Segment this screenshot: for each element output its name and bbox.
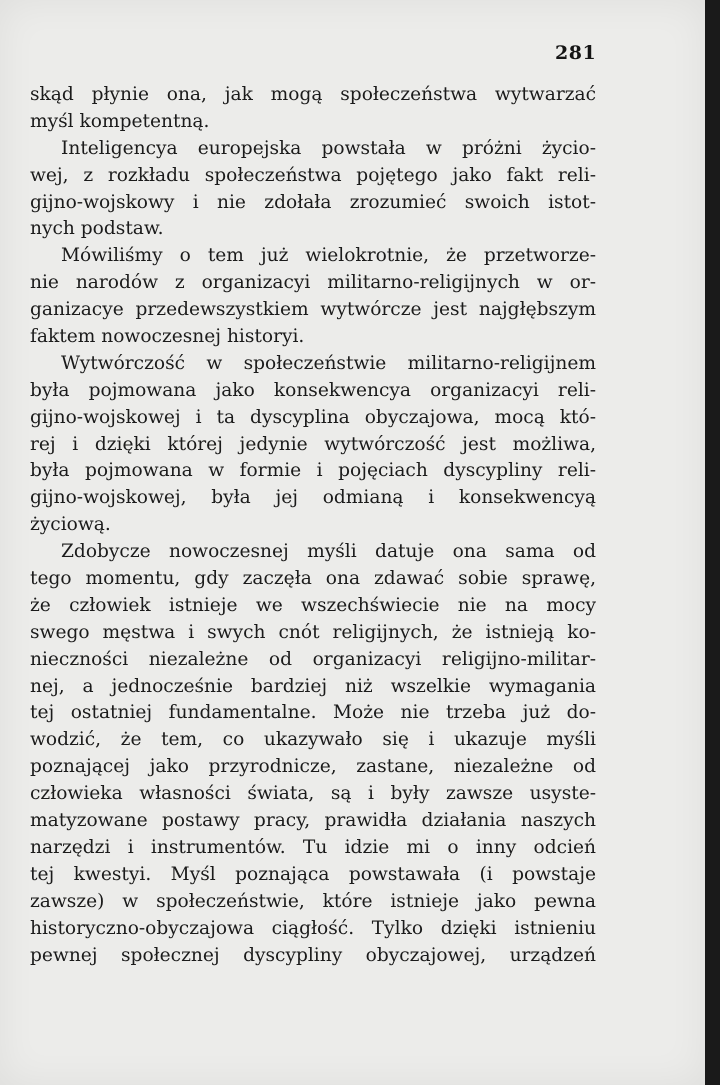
text-line: pewnej społecznej dyscypliny obyczajowej, urządzeń (30, 944, 596, 966)
text-line: tego momentu, gdy zaczęła ona zdawać sobie sprawę, (30, 568, 596, 590)
text-line: matyzowane postawy pracy, prawidła działania naszych (30, 810, 596, 832)
text-line: gijno-wojskowej, była jej odmianą i konsekwencyą (30, 487, 596, 509)
page-edge-shadow (705, 0, 720, 1085)
text-line: wodzić, że tem, co ukazywało się i ukazuje myśli (30, 729, 596, 751)
text-line: swego męstwa i swych cnót religijnych, że istnieją ko- (30, 621, 596, 643)
text-line: gijno-wojskowy i nie zdołała zrozumieć swoich istot- (30, 191, 596, 213)
page-text (30, 82, 596, 969)
text-line: była pojmowana w formie i pojęciach dyscypliny reli- (30, 460, 596, 482)
text-line: Inteligencya europejska powstała w próżni życio- (61, 137, 596, 159)
text-line: Mówiliśmy o tem już wielokrotnie, że przetworze- (61, 245, 596, 267)
text-line: faktem nowoczesnej historyi. (30, 326, 305, 348)
text-line: życiową. (30, 514, 111, 536)
text-line: myśl kompetentną. (30, 110, 210, 132)
text-line: ganizacye przedewszystkiem wytwórcze jest najgłębszym (30, 299, 596, 321)
text-line: skąd płynie ona, jak mogą społeczeństwa wytwarzać (30, 84, 596, 105)
text-line: była pojmowana jako konsekwencya organizacyi reli- (30, 379, 596, 401)
text-line: nie narodów z organizacyi militarno-religijnych w or- (30, 272, 596, 294)
text-line: historyczno-obyczajowa ciągłość. Tylko dzięki istnieniu (30, 917, 596, 939)
text-line: wej, z rozkładu społeczeństwa pojętego jako fakt reli- (30, 164, 596, 186)
text-line: zawsze) w społeczeństwie, które istnieje jako pewna (30, 890, 596, 912)
text-line: że człowiek istnieje we wszechświecie nie na mocy (30, 594, 596, 616)
text-line: nych podstaw. (30, 218, 164, 240)
text-line: tej ostatniej fundamentalne. Może nie trzeba już do- (30, 702, 596, 724)
text-line: poznającej jako przyrodnicze, zastane, niezależne od (30, 756, 596, 778)
text-line: tej kwestyi. Myśl poznająca powstawała (i powstaje (30, 863, 596, 885)
text-line: człowieka własności świata, są i były zawsze usyste- (30, 783, 596, 805)
text-line: nieczności niezależne od organizacyi religijno-militar- (30, 648, 596, 670)
text-line: Wytwórczość w społeczeństwie militarno-religijnem (61, 352, 596, 374)
text-line: narzędzi i instrumentów. Tu idzie mi o inny odcień (30, 836, 596, 858)
text-line: gijno-wojskowej i ta dyscyplina obyczajowa, mocą któ- (30, 406, 596, 428)
page-number: 281 (555, 42, 597, 64)
text-line: rej i dzięki której jedynie wytwórczość jest możliwa, (30, 433, 596, 455)
text-line: Zdobycze nowoczesnej myśli datuje ona sama od (61, 541, 596, 563)
text-line: nej, a jednocześnie bardziej niż wszelkie wymagania (30, 675, 596, 697)
